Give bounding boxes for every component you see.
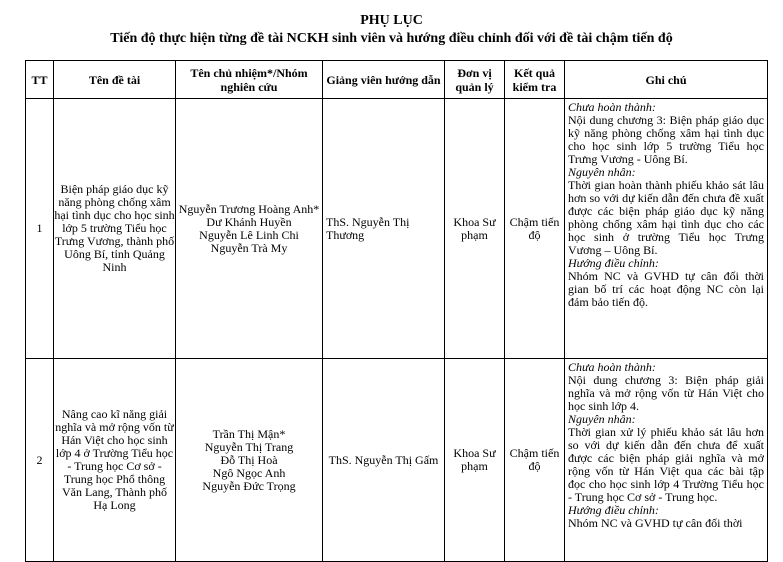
note-heading-incomplete: Chưa hoàn thành: [568, 360, 656, 374]
table-row [26, 99, 768, 359]
col-header-members: Tên chủ nhiệm*/Nhóm nghiên cứu [176, 61, 323, 99]
cell-note [565, 99, 768, 359]
col-header-topic: Tên đề tài [54, 61, 176, 99]
cell-advisor: ThS. Nguyễn Thị Thương [323, 99, 445, 359]
col-header-advisor: Giảng viên hướng dẫn [323, 61, 445, 99]
cell-result: Chậm tiến độ [505, 359, 565, 562]
table-row [26, 359, 768, 562]
cell-tt: 1 [26, 99, 54, 359]
note-heading-adjustment: Hướng điều chỉnh: [568, 256, 659, 270]
cell-unit: Khoa Sư phạm [445, 99, 505, 359]
cell-tt: 2 [26, 359, 54, 562]
table-header-row [26, 61, 768, 99]
cell-members [176, 359, 323, 562]
cell-topic: Nâng cao kĩ năng giải nghĩa và mở rộng vốn từ Hán Việt cho học sinh lớp 4 ở Trường Tiểu học - Trung học Cơ sở - Trung học Phổ thông Văn Lang, Thành phố Hạ Long [54, 359, 176, 562]
cell-members [176, 99, 323, 359]
member: Nguyễn Thị Trang [204, 439, 294, 454]
col-header-tt: TT [26, 61, 54, 99]
note-text-cause: Thời gian hoàn thành phiếu khảo sát lâu hơn so với dự kiến dẫn đến chưa đề xuất được các biện pháp giáo dục kỹ năng phòng chống xâm hại tình dục cho các học sinh ở trường Tiểu học Trưng Vương – Uông Bí. [568, 178, 764, 257]
note-text-adjustment: Nhóm NC và GVHD tự cân đối thời gian bố trí các hoạt động NC còn lại đảm bảo tiến độ. [568, 269, 764, 309]
member: Nguyễn Đức Trọng [202, 478, 296, 493]
note-heading-cause: Nguyên nhân: [568, 165, 636, 179]
member: Nguyễn Lê Linh Chi [199, 227, 299, 242]
note-text-incomplete: Nội dung chương 3: Biện pháp giáo dục kỹ năng phòng chống xâm hại tình dục cho học sinh lớp 5 trường Tiểu học Trưng Vương - Uông Bí. [568, 113, 764, 166]
note-heading-cause: Nguyên nhân: [568, 412, 636, 426]
progress-table [25, 60, 768, 562]
note-heading-incomplete: Chưa hoàn thành: [568, 100, 656, 114]
note-heading-adjustment: Hướng điều chỉnh: [568, 503, 659, 517]
cell-unit: Khoa Sư phạm [445, 359, 505, 562]
page-title: PHỤ LỤC [360, 13, 423, 28]
member: Nguyễn Trà My [210, 240, 288, 255]
cell-result: Chậm tiến độ [505, 99, 565, 359]
cell-note [565, 359, 768, 562]
note-text-incomplete: Nội dung chương 3: Biện pháp giải nghĩa và mở rộng vốn từ Hán Việt cho học sinh lớp 4. [568, 373, 764, 413]
member: Ngô Ngọc Anh [212, 465, 286, 480]
cell-advisor: ThS. Nguyễn Thị Gấm [323, 359, 445, 562]
member: Đỗ Thị Hoà [220, 452, 278, 467]
member: Trần Thị Mận* [212, 426, 286, 441]
cell-topic: Biện pháp giáo dục kỹ năng phòng chống xâm hại tình dục cho học sinh lớp 5 trường Tiểu học Trưng Vương, thành phố Uông Bí, tỉnh Quảng Ninh [54, 99, 176, 359]
note-text-cause: Thời gian xử lý phiếu khảo sát lâu hơn so với dự kiến dẫn đến chưa để xuất được các biện pháp giải nghĩa và mở rộng vốn từ Hán Việt qua các bài tập đọc cho học sinh lớp 4 Trường Tiểu học - Trung học Cơ sở - Trung học. [568, 425, 764, 504]
col-header-result: Kết quả kiểm tra [505, 61, 565, 99]
col-header-unit: Đơn vị quản lý [445, 61, 505, 99]
member: Dư Khánh Huyền [206, 214, 292, 229]
page-subtitle: Tiến độ thực hiện từng đề tài NCKH sinh viên và hướng điều chỉnh đối với đề tài chậm tiến độ [110, 31, 673, 46]
member: Nguyễn Trương Hoàng Anh* [178, 201, 320, 216]
note-text-adjustment: Nhóm NC và GVHD tự cân đối thời [568, 516, 743, 530]
col-header-note: Ghi chú [565, 61, 768, 99]
